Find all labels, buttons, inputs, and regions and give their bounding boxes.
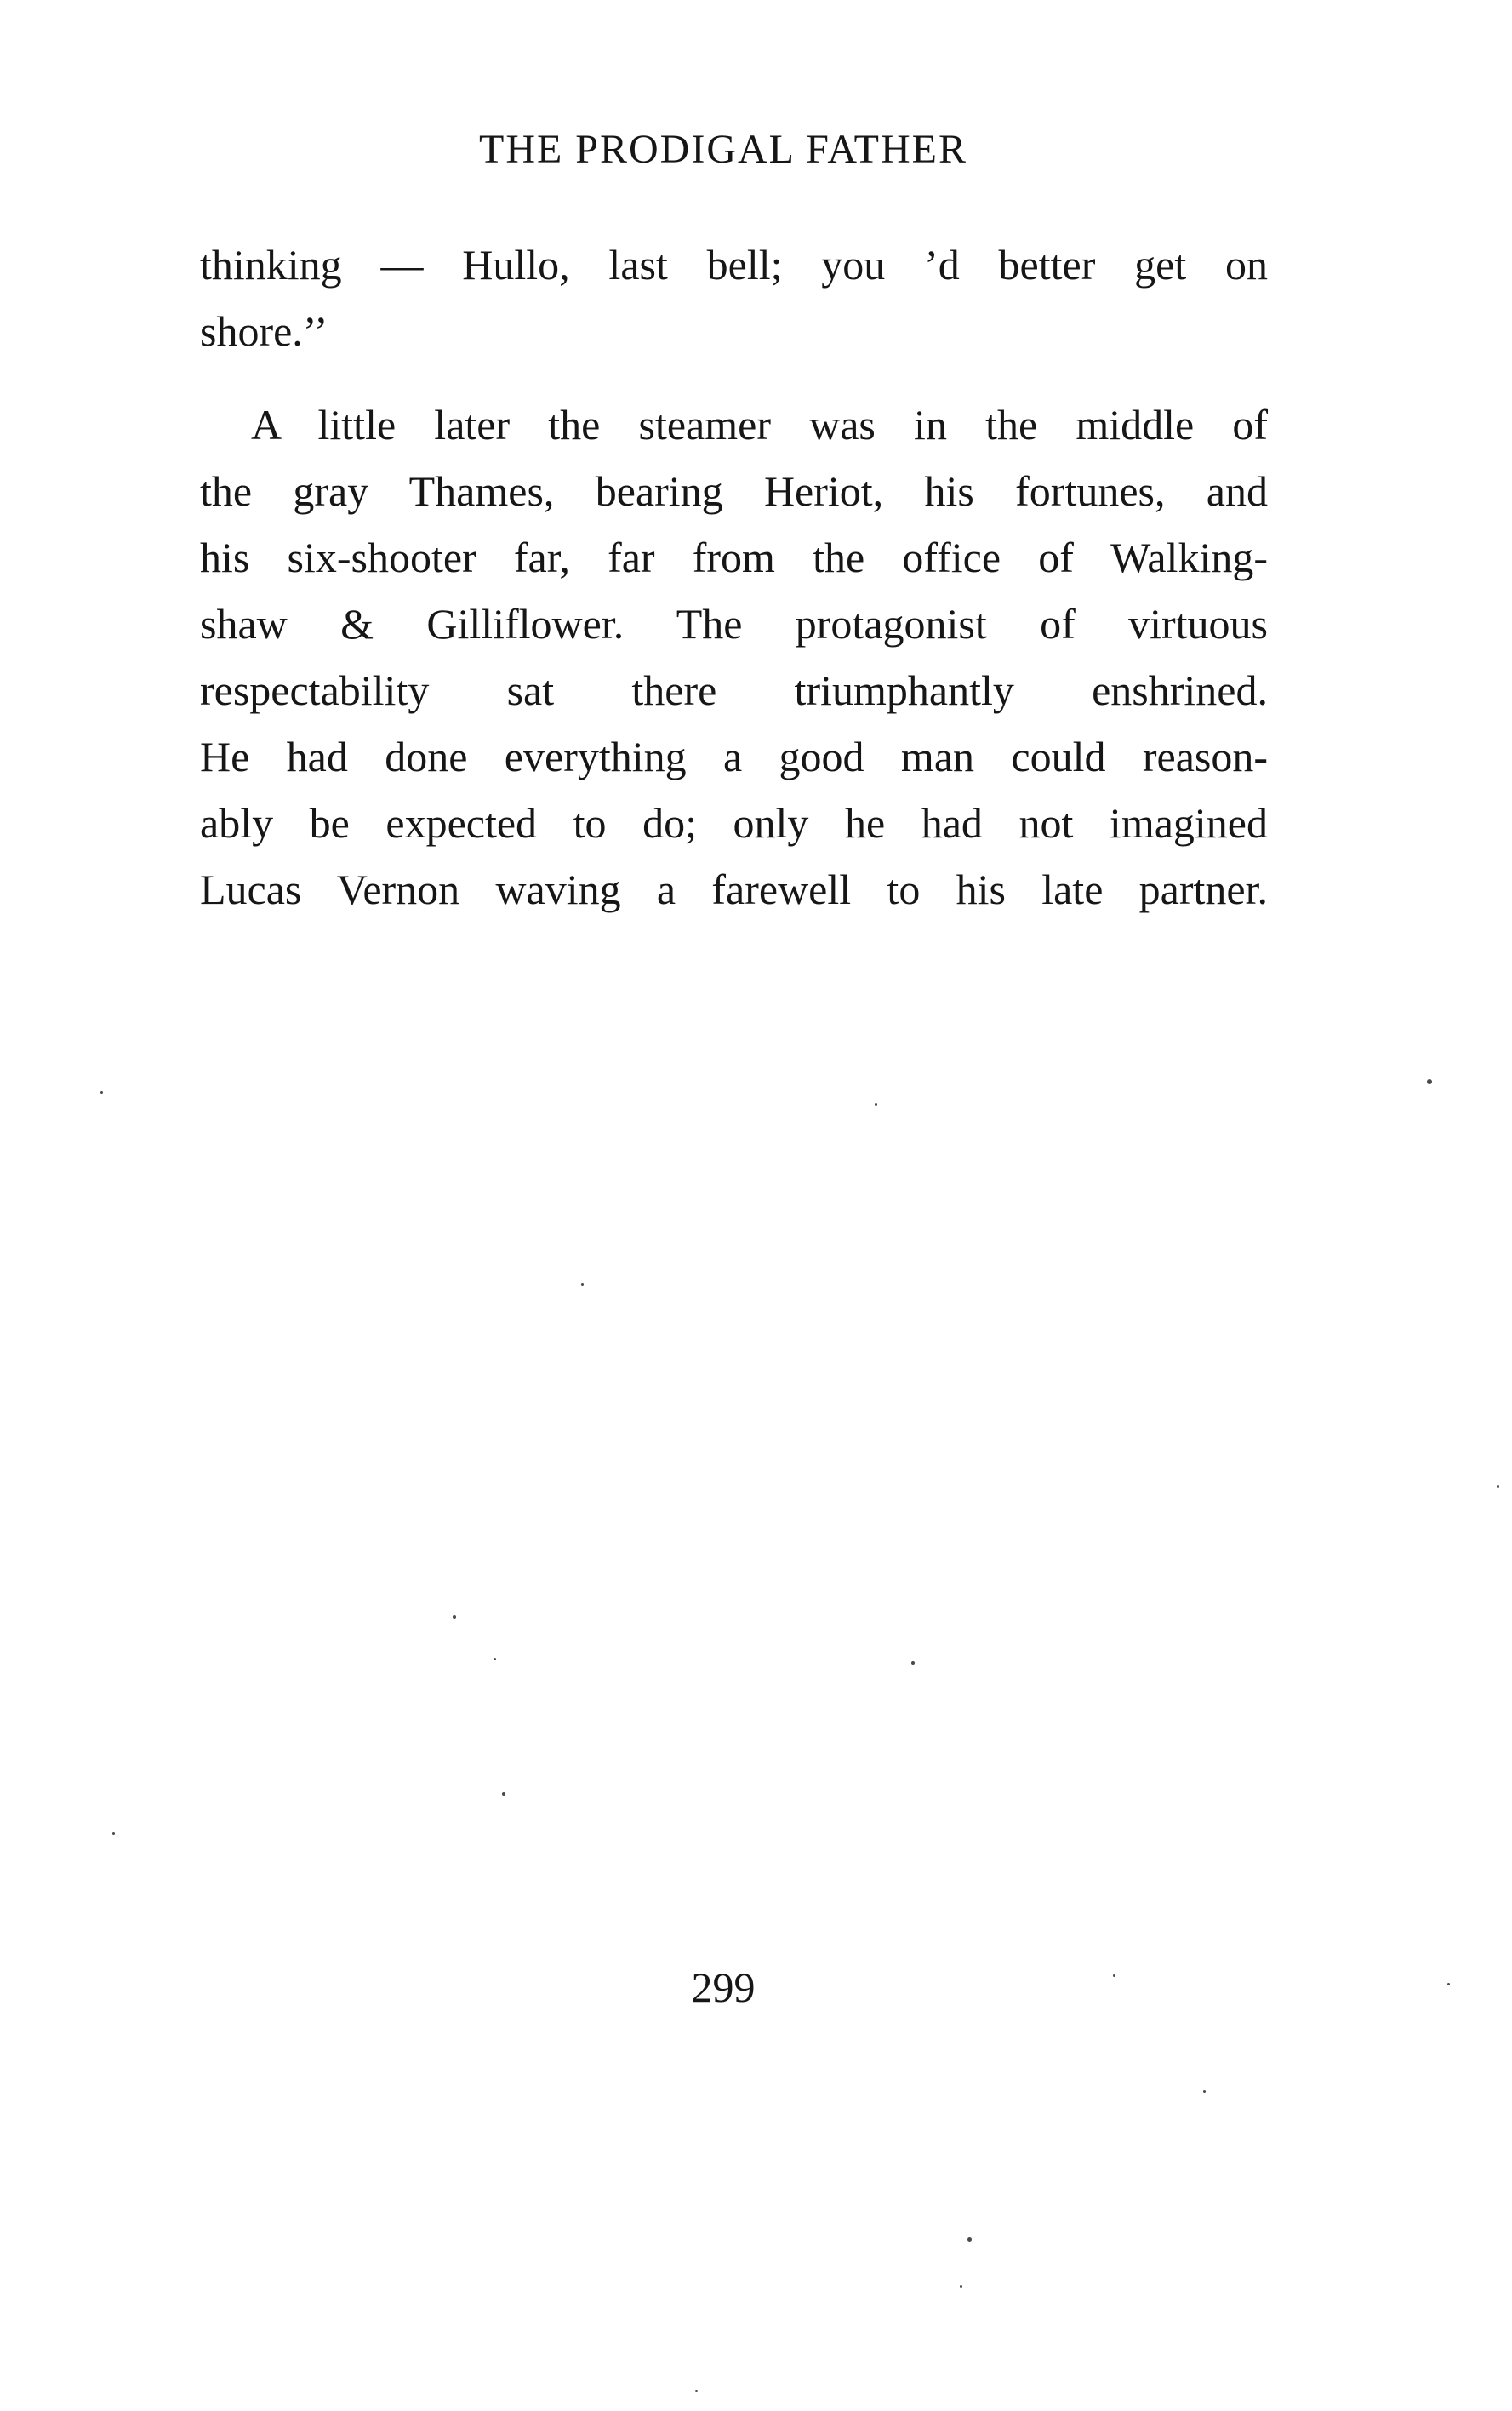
scan-speck xyxy=(581,1283,584,1286)
scan-speck xyxy=(875,1103,877,1106)
scan-speck xyxy=(1447,1983,1450,1985)
text-line-7: respectability sat there triumphantly enshrined. xyxy=(200,666,1268,714)
text-line-9: ably be expected to do; only he had not imagined xyxy=(200,799,1268,847)
scan-speck xyxy=(502,1792,505,1796)
scan-speck xyxy=(695,2390,698,2392)
text-line-1: thinking — Hullo, last bell; you ’d better get on xyxy=(200,241,1268,289)
page-number: 299 xyxy=(691,1963,756,2011)
running-head: THE PRODIGAL FATHER xyxy=(479,127,967,172)
text-line-3: A little later the steamer was in the middle of xyxy=(251,401,1268,448)
scan-speck xyxy=(1113,1974,1115,1977)
body-text xyxy=(200,231,1268,923)
scan-speck xyxy=(1497,1485,1499,1488)
text-line-2: shore.’’ xyxy=(200,307,328,355)
text-line-6: shaw & Gilliflower. The protagonist of virtuous xyxy=(200,600,1268,648)
scan-speck xyxy=(911,1661,915,1665)
text-line-5: his six-shooter far, far from the office of Walking- xyxy=(200,534,1268,581)
scan-speck xyxy=(100,1091,103,1094)
scan-speck xyxy=(1203,2090,1206,2093)
scan-speck xyxy=(1427,1079,1432,1084)
scan-speck xyxy=(494,1658,496,1660)
scan-speck xyxy=(453,1615,456,1619)
scan-speck xyxy=(960,2285,962,2288)
scan-speck xyxy=(112,1832,115,1835)
text-line-8: He had done everything a good man could reason- xyxy=(200,733,1268,780)
paragraph-gap xyxy=(200,364,1268,391)
text-line-10: Lucas Vernon waving a farewell to his late partner. xyxy=(200,866,1268,913)
scan-speck xyxy=(967,2237,972,2242)
text-line-4: the gray Thames, bearing Heriot, his fortunes, and xyxy=(200,467,1268,515)
